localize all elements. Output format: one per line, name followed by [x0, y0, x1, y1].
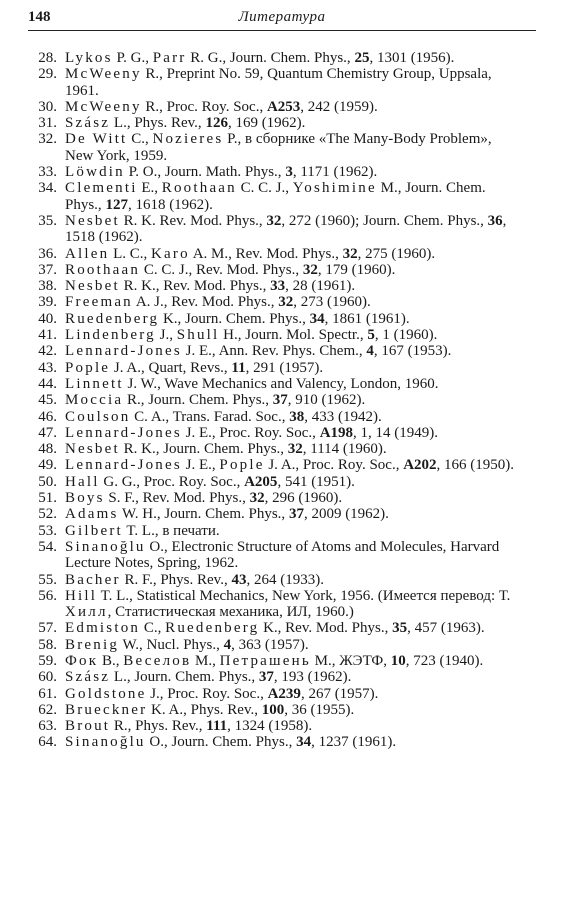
volume-number: 43 — [231, 571, 247, 588]
reference-number: 63. — [38, 718, 57, 735]
reference-number: 37. — [38, 261, 57, 278]
reference-item — [20, 718, 522, 734]
reference-number: 43. — [38, 359, 57, 376]
author-name: Хилл — [65, 604, 108, 621]
author-name: Lindenberg — [65, 327, 156, 344]
reference-number: 41. — [38, 327, 57, 344]
reference-item — [20, 474, 522, 490]
citation-text: , 1171 (1962). — [292, 164, 378, 181]
reference-number: 46. — [38, 408, 57, 425]
author-name: Freeman — [65, 294, 133, 311]
author-name: Lennard-Jones — [65, 343, 182, 360]
citation-text: M., Journ. Chem. Phys., — [65, 180, 486, 213]
author-name: Brout — [65, 718, 111, 735]
citation-text: K. A., Phys. Rev., — [147, 701, 262, 718]
citation-text: , 267 (1957). — [300, 685, 379, 702]
author-name: Szász — [65, 669, 111, 686]
reference-number: 50. — [38, 473, 57, 490]
citation-text: P., в сборнике «The Many-Body Problem», New York, 1959. — [65, 131, 492, 164]
volume-number: 126 — [205, 115, 228, 132]
citation-text: W. H., Journ. Chem. Phys., — [118, 506, 289, 523]
reference-number: 30. — [38, 98, 57, 115]
citation-text: , 169 (1962). — [227, 115, 306, 132]
volume-number: 36 — [487, 212, 503, 229]
reference-item — [20, 409, 522, 425]
citation-text: C. C. J., — [236, 180, 293, 197]
citation-text: K., Journ. Chem. Phys., — [159, 310, 310, 327]
author-name: Shull — [176, 327, 220, 344]
reference-number: 57. — [38, 620, 57, 637]
author-name: Lykos — [65, 50, 113, 66]
citation-text: R. K., Journ. Chem. Phys., — [119, 441, 288, 458]
author-name: Веселов — [123, 652, 192, 669]
reference-number: 42. — [38, 343, 57, 360]
author-name: McWeeny — [65, 66, 142, 83]
citation-text: , 193 (1962). — [273, 669, 352, 686]
reference-number: 51. — [38, 490, 57, 507]
citation-text: J. E., — [181, 457, 220, 474]
reference-number: 36. — [38, 245, 57, 262]
page-header — [28, 8, 536, 31]
reference-number: 38. — [38, 278, 57, 295]
author-name: De Witt — [65, 131, 128, 148]
author-name: Yoshimine — [292, 180, 377, 197]
citation-text: R., Phys. Rev., — [110, 718, 207, 735]
reference-item — [20, 702, 522, 718]
citation-text: , 1, 14 (1949). — [353, 424, 439, 441]
author-name: Coulson — [65, 408, 131, 425]
author-name: Brenig — [65, 636, 120, 653]
author-name: Ruedenberg — [165, 620, 260, 637]
author-name: Петрашень — [219, 652, 311, 669]
citation-text: В., — [98, 652, 124, 669]
volume-number: 33 — [270, 278, 286, 295]
author-name: Pople — [65, 359, 111, 376]
citation-text: , 273 (1960). — [293, 294, 371, 311]
author-name: Nesbet — [65, 212, 120, 229]
citation-text: , 28 (1961). — [285, 278, 356, 295]
author-name: Boys — [65, 490, 105, 507]
author-name: Karo — [151, 245, 190, 262]
reference-number: 39. — [38, 294, 57, 311]
author-name: Nesbet — [65, 441, 120, 458]
volume-number: A198 — [319, 424, 354, 441]
author-name: Pople — [219, 457, 265, 474]
citation-text: C., — [140, 620, 166, 637]
citation-text: , 723 (1940). — [405, 652, 484, 669]
citation-text: , 166 (1950). — [436, 457, 515, 474]
reference-list — [20, 50, 522, 751]
reference-item — [20, 506, 522, 522]
volume-number: 32 — [249, 490, 265, 507]
citation-text: , 1237 (1961). — [311, 734, 397, 751]
citation-text: , 167 (1953). — [373, 343, 452, 360]
citation-text: , 910 (1962). — [287, 392, 366, 409]
reference-item — [20, 343, 522, 359]
volume-number: 127 — [105, 196, 128, 213]
citation-text: , 1324 (1958). — [227, 718, 313, 735]
volume-number: 37 — [272, 392, 288, 409]
author-name: Allen — [65, 245, 110, 262]
volume-number: 111 — [206, 718, 228, 735]
citation-text: J. E., Ann. Rev. Phys. Chem., — [181, 343, 367, 360]
author-name: Sinanoğlu — [65, 734, 146, 751]
reference-item — [20, 441, 522, 457]
citation-text: , 1861 (1961). — [324, 310, 410, 327]
author-name: Bacher — [65, 571, 121, 588]
volume-number: A205 — [244, 473, 278, 490]
author-name: Brueckner — [65, 701, 148, 718]
volume-number: 34 — [309, 310, 325, 327]
volume-number: 10 — [390, 652, 406, 669]
volume-number: 32 — [266, 212, 282, 229]
reference-item — [20, 490, 522, 506]
citation-text: C. A., Trans. Farad. Soc., — [130, 408, 290, 425]
author-name: Sinanoğlu — [65, 538, 146, 555]
citation-text: R. K., Rev. Mod. Phys., — [119, 278, 271, 295]
reference-item — [20, 620, 522, 636]
citation-text: L. C., — [109, 245, 151, 262]
reference-number: 56. — [38, 587, 57, 604]
citation-text: , 433 (1942). — [304, 408, 382, 425]
reference-item — [20, 360, 522, 376]
volume-number: 32 — [287, 441, 303, 458]
reference-number: 64. — [38, 734, 57, 751]
author-name: Фок — [65, 652, 99, 669]
citation-text: , 1301 (1956). — [369, 50, 455, 66]
reference-item — [20, 669, 522, 685]
citation-text: H., Journ. Mol. Spectr., — [219, 327, 368, 344]
reference-item — [20, 588, 522, 621]
author-name: Goldstone — [65, 685, 147, 702]
citation-text: J. A., Quart, Revs., — [110, 359, 232, 376]
volume-number: A239 — [267, 685, 301, 702]
volume-number: 37 — [258, 669, 274, 686]
author-name: Roothaan — [161, 180, 237, 197]
author-name: Moccia — [65, 392, 124, 409]
citation-text: , 296 (1960). — [264, 490, 343, 507]
author-name: Gilbert — [65, 522, 123, 539]
volume-number: 34 — [296, 734, 312, 751]
citation-text: C. C. J., Rev. Mod. Phys., — [140, 261, 303, 278]
citation-text: L., Journ. Chem. Phys., — [110, 669, 259, 686]
citation-text: J., Proc. Roy. Soc., — [146, 685, 268, 702]
citation-text: , 1618 (1962). — [127, 196, 213, 213]
author-name: Roothaan — [65, 261, 141, 278]
citation-text: , 36 (1955). — [284, 701, 355, 718]
volume-number: 11 — [231, 359, 246, 376]
reference-number: 60. — [38, 669, 57, 686]
reference-item — [20, 311, 522, 327]
reference-item — [20, 278, 522, 294]
citation-text: R., Proc. Roy. Soc., — [141, 98, 267, 115]
reference-item — [20, 164, 522, 180]
citation-text: , 275 (1960). — [357, 245, 436, 262]
reference-item — [20, 523, 522, 539]
citation-text: O., Electronic Structure of Atoms and Molecules, Harvard Lecture Notes, Spring, 1962. — [65, 538, 500, 572]
volume-number: 32 — [302, 261, 318, 278]
citation-text: R., Journ. Chem. Phys., — [123, 392, 273, 409]
reference-item — [20, 425, 522, 441]
reference-number: 33. — [38, 164, 57, 181]
reference-number: 32. — [38, 131, 57, 148]
reference-number: 52. — [38, 506, 57, 523]
volume-number: 37 — [288, 506, 304, 523]
citation-text: М., ЖЭТФ, — [310, 652, 391, 669]
reference-number: 48. — [38, 441, 57, 458]
citation-text: T. L., Statistical Mechanics, New York, 1956. (Имеется перевод: Т. — [97, 587, 511, 604]
reference-number: 47. — [38, 424, 57, 441]
reference-item — [20, 246, 522, 262]
citation-text: , 272 (1960); Journ. Chem. Phys., — [281, 212, 488, 229]
citation-text: A. J., Rev. Mod. Phys., — [132, 294, 279, 311]
citation-text: R. K. Rev. Mod. Phys., — [119, 212, 267, 229]
reference-number: 55. — [38, 571, 57, 588]
citation-text: R., Preprint No. 59, Quantum Chemistry Group, Uppsala, 1961. — [65, 66, 492, 99]
reference-item — [20, 686, 522, 702]
reference-item — [20, 376, 522, 392]
reference-item — [20, 131, 522, 164]
citation-text: , 457 (1963). — [407, 620, 485, 637]
citation-text: М., — [191, 652, 220, 669]
citation-text: R. F., Phys. Rev., — [120, 571, 232, 588]
author-name: Edmiston — [65, 620, 141, 637]
reference-number: 49. — [38, 457, 57, 474]
reference-number: 31. — [38, 115, 57, 132]
reference-item — [20, 539, 522, 572]
volume-number: 25 — [354, 50, 370, 66]
author-name: Linnett — [65, 375, 124, 392]
citation-text: P. O., Journ. Math. Phys., — [124, 164, 286, 181]
author-name: Parr — [152, 50, 187, 66]
citation-text: P. G., — [112, 50, 153, 66]
reference-number: 34. — [38, 180, 57, 197]
citation-text: R. G., Journ. Chem. Phys., — [186, 50, 355, 66]
citation-text: E., — [137, 180, 162, 197]
author-name: Hall — [65, 473, 100, 490]
volume-number: 4 — [223, 636, 232, 653]
author-name: Ruedenberg — [65, 310, 160, 327]
page-number: 148 — [28, 9, 51, 25]
author-name: Nesbet — [65, 278, 120, 295]
citation-text: , 1518 (1962). — [65, 212, 507, 246]
citation-text: W., Nucl. Phys., — [119, 636, 224, 653]
author-name: Nozieres — [152, 131, 224, 148]
citation-text: , 179 (1960). — [317, 261, 396, 278]
author-name: Clementi — [65, 180, 138, 197]
citation-text: , 363 (1957). — [231, 636, 309, 653]
volume-number: 38 — [289, 408, 305, 425]
running-title: Литература — [238, 9, 326, 25]
reference-number: 29. — [38, 66, 57, 83]
volume-number: 3 — [285, 164, 293, 181]
citation-text: , 2009 (1962). — [303, 506, 389, 523]
reference-item — [20, 637, 522, 653]
author-name: Adams — [65, 506, 119, 523]
citation-text: O., Journ. Chem. Phys., — [145, 734, 297, 751]
reference-number: 62. — [38, 701, 57, 718]
volume-number: 4 — [366, 343, 374, 360]
citation-text: J. W., Wave Mechanics and Valency, London, 1960. — [123, 375, 439, 392]
reference-number: 40. — [38, 310, 57, 327]
citation-text: S. F., Rev. Mod. Phys., — [104, 490, 250, 507]
reference-number: 28. — [38, 50, 57, 66]
citation-text: , 242 (1959). — [300, 98, 378, 115]
author-name: Hill — [65, 587, 98, 604]
citation-text: , 541 (1951). — [277, 473, 355, 490]
reference-item — [20, 572, 522, 588]
reference-item — [20, 99, 522, 115]
author-name: Lennard-Jones — [65, 424, 182, 441]
reference-item — [20, 50, 522, 66]
citation-text: J. E., Proc. Roy. Soc., — [181, 424, 320, 441]
citation-text: , 1 (1960). — [374, 327, 438, 344]
reference-number: 61. — [38, 685, 57, 702]
citation-text: A. M., Rev. Mod. Phys., — [189, 245, 343, 262]
reference-number: 58. — [38, 636, 57, 653]
reference-number: 35. — [38, 212, 57, 229]
citation-text: J., — [155, 327, 177, 344]
citation-text: C., — [127, 131, 153, 148]
reference-item — [20, 66, 522, 99]
reference-item — [20, 115, 522, 131]
reference-item — [20, 327, 522, 343]
reference-item — [20, 392, 522, 408]
citation-text: , 264 (1933). — [246, 571, 324, 588]
volume-number: A253 — [266, 98, 301, 115]
citation-text: G. G., Proc. Roy. Soc., — [99, 473, 245, 490]
volume-number: 32 — [342, 245, 358, 262]
citation-text: L., Phys. Rev., — [110, 115, 206, 132]
volume-number: 32 — [278, 294, 294, 311]
author-name: McWeeny — [65, 98, 142, 115]
reference-item — [20, 734, 522, 750]
reference-item — [20, 294, 522, 310]
citation-text: , Статистическая механика, ИЛ, 1960.) — [107, 604, 354, 621]
reference-item — [20, 653, 522, 669]
author-name: Löwdin — [65, 164, 125, 181]
reference-item — [20, 457, 522, 473]
reference-number: 53. — [38, 522, 57, 539]
reference-number: 45. — [38, 392, 57, 409]
author-name: Lennard-Jones — [65, 457, 182, 474]
author-name: Szász — [65, 115, 111, 132]
volume-number: 5 — [367, 327, 375, 344]
reference-item — [20, 262, 522, 278]
citation-text: , 1114 (1960). — [302, 441, 387, 458]
volume-number: A202 — [403, 457, 437, 474]
citation-text: J. A., Proc. Roy. Soc., — [264, 457, 404, 474]
reference-item — [20, 180, 522, 213]
citation-text: K., Rev. Mod. Phys., — [259, 620, 393, 637]
citation-text: T. L., в печати. — [122, 522, 220, 539]
reference-number: 44. — [38, 375, 57, 392]
reference-number: 59. — [38, 652, 57, 669]
volume-number: 100 — [261, 701, 285, 718]
volume-number: 35 — [392, 620, 408, 637]
citation-text: , 291 (1957). — [245, 359, 324, 376]
reference-item — [20, 213, 522, 246]
reference-number: 54. — [38, 538, 57, 555]
